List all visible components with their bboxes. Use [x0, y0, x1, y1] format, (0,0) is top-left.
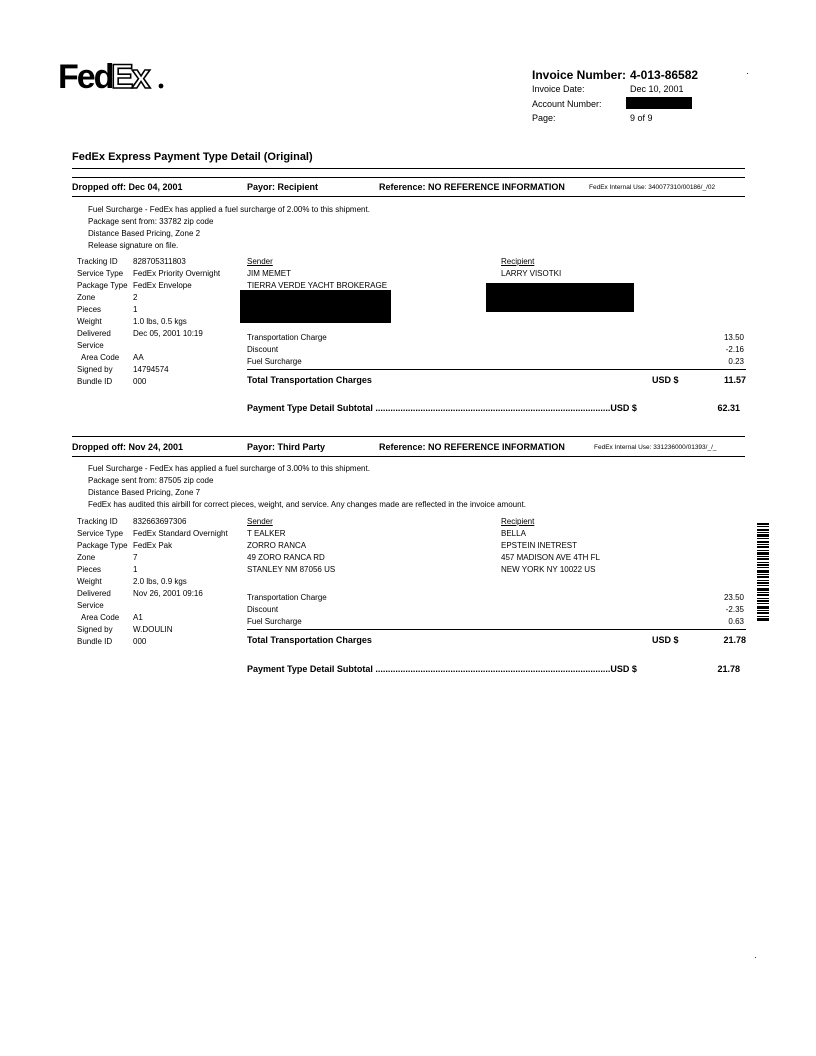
fuel-surcharge-label: Fuel Surcharge	[247, 617, 302, 626]
sender-label: Sender	[247, 257, 273, 266]
service-type-value: FedEx Standard Overnight	[133, 529, 228, 538]
divider	[72, 196, 745, 197]
svg-text:Fed: Fed	[58, 58, 113, 96]
signed-by-label: Signed by	[77, 625, 113, 634]
recipient-address-redaction	[486, 283, 634, 312]
recipient-line: BELLA	[501, 529, 526, 538]
total-currency: USD $	[652, 375, 679, 385]
tracking-id-value: 828705311803	[133, 257, 186, 266]
discount-value: -2.35	[725, 605, 744, 614]
note: Distance Based Pricing, Zone 2	[88, 229, 201, 238]
discount-value: -2.16	[725, 345, 744, 354]
bundle-id-label: Bundle ID	[77, 637, 113, 646]
delivered-value: Nov 26, 2001 09:16	[133, 589, 203, 598]
divider	[72, 436, 745, 437]
sender-line: JIM MEMET	[247, 269, 291, 278]
tracking-id-value: 832663697306	[133, 517, 187, 526]
fuel-surcharge-value: 0.23	[728, 357, 744, 366]
service-type-label: Service Type	[77, 269, 124, 278]
sender-line: TIERRA VERDE YACHT BROKERAGE	[247, 281, 388, 290]
sender-label: Sender	[247, 517, 273, 526]
divider	[72, 456, 745, 457]
total-value: 11.57	[723, 375, 746, 385]
transportation-charge-value: 23.50	[723, 593, 744, 602]
note: Fuel Surcharge - FedEx has applied a fuel surcharge of 3.00% to this shipment.	[88, 464, 370, 473]
area-code-value: A1	[133, 613, 143, 622]
account-number-label: Account Number:	[532, 99, 602, 109]
reference: Reference: NO REFERENCE INFORMATION	[379, 442, 565, 452]
weight-value: 2.0 lbs, 0.9 kgs	[133, 577, 187, 586]
package-type-label: Package Type	[77, 541, 128, 550]
divider	[72, 177, 745, 178]
payment-subtotal-value: 62.31	[717, 403, 740, 413]
sender-line: T EALKER	[247, 529, 286, 538]
internal-use: FedEx Internal Use: 340077310/00186/_/02	[589, 184, 716, 191]
total-transportation-label: Total Transportation Charges	[247, 635, 372, 645]
invoice-date-label: Invoice Date:	[532, 84, 585, 94]
service-label: Service	[77, 341, 104, 350]
page-label: Page:	[532, 113, 556, 123]
delivered-label: Delivered	[77, 589, 111, 598]
fedex-logo	[58, 58, 168, 96]
account-number-redaction	[626, 97, 692, 109]
bundle-id-label: Bundle ID	[77, 377, 113, 386]
recipient-label: Recipient	[501, 257, 535, 266]
bundle-id-value: 000	[133, 377, 147, 386]
tracking-id-label: Tracking ID	[77, 517, 118, 526]
bundle-id-value: 000	[133, 637, 147, 646]
signed-by-value: W.DOULIN	[133, 625, 173, 634]
divider	[72, 168, 745, 169]
weight-value: 1.0 lbs, 0.5 kgs	[133, 317, 187, 326]
delivered-label: Delivered	[77, 329, 111, 338]
area-code-label: Area Code	[81, 613, 120, 622]
zone-label: Zone	[77, 293, 96, 302]
package-type-label: Package Type	[77, 281, 128, 290]
note: FedEx has audited this airbill for correct pieces, weight, and service. Any changes made are reflected in the invoice amount.	[88, 500, 527, 509]
recipient-label: Recipient	[501, 517, 535, 526]
sender-line: 49 ZORO RANCA RD	[247, 553, 325, 562]
fuel-surcharge-value: 0.63	[728, 617, 744, 626]
invoice-number: 4-013-86582	[630, 68, 699, 82]
signed-by-label: Signed by	[77, 365, 113, 374]
payment-subtotal-label: Payment Type Detail Subtotal ..............................................................................................USD $	[247, 664, 637, 674]
recipient-line: 457 MADISON AVE 4TH FL	[501, 553, 600, 562]
invoice-date: Dec 10, 2001	[630, 84, 684, 94]
corner-mark: ·	[746, 68, 749, 78]
payor: Payor: Third Party	[247, 442, 326, 452]
barcode-graphic	[757, 523, 769, 621]
dropped-off: Dropped off: Nov 24, 2001	[72, 442, 184, 452]
divider	[247, 369, 746, 370]
svg-text:Ex: Ex	[111, 58, 149, 96]
weight-label: Weight	[77, 577, 102, 586]
transportation-charge-value: 13.50	[723, 333, 744, 342]
service-type-value: FedEx Priority Overnight	[133, 269, 221, 278]
sender-address-redaction	[240, 290, 391, 323]
divider	[247, 629, 746, 630]
pieces-value: 1	[133, 305, 138, 314]
sender-line: STANLEY NM 87056 US	[247, 565, 336, 574]
recipient-line: NEW YORK NY 10022 US	[501, 565, 596, 574]
invoice-number-label: Invoice Number:	[532, 68, 627, 82]
note: Fuel Surcharge - FedEx has applied a fuel surcharge of 2.00% to this shipment.	[88, 205, 370, 214]
service-label: Service	[77, 601, 104, 610]
total-value: 21.78	[723, 635, 746, 645]
sender-line: ZORRO RANCA	[247, 541, 307, 550]
discount-label: Discount	[247, 605, 279, 614]
transportation-charge-label: Transportation Charge	[247, 333, 327, 342]
area-code-value: AA	[133, 353, 144, 362]
fuel-surcharge-label: Fuel Surcharge	[247, 357, 302, 366]
recipient-line: LARRY VISOTKI	[501, 269, 562, 278]
page-value: 9 of 9	[630, 113, 653, 123]
section-title: FedEx Express Payment Type Detail (Original)	[72, 151, 313, 163]
pieces-label: Pieces	[77, 565, 102, 574]
reference: Reference: NO REFERENCE INFORMATION	[379, 182, 565, 192]
discount-label: Discount	[247, 345, 279, 354]
pieces-value: 1	[133, 565, 138, 574]
signed-by-value: 14794574	[133, 365, 169, 374]
total-transportation-label: Total Transportation Charges	[247, 375, 372, 385]
service-type-label: Service Type	[77, 529, 124, 538]
transportation-charge-label: Transportation Charge	[247, 593, 327, 602]
note: Distance Based Pricing, Zone 7	[88, 488, 201, 497]
corner-mark: ·	[754, 952, 757, 962]
recipient-line: EPSTEIN INETREST	[501, 541, 578, 550]
note: Release signature on file.	[88, 241, 179, 250]
dropped-off: Dropped off: Dec 04, 2001	[72, 182, 183, 192]
note: Package sent from: 33782 zip code	[88, 217, 214, 226]
area-code-label: Area Code	[81, 353, 120, 362]
note: Package sent from: 87505 zip code	[88, 476, 214, 485]
pieces-label: Pieces	[77, 305, 102, 314]
delivered-value: Dec 05, 2001 10:19	[133, 329, 203, 338]
internal-use: FedEx Internal Use: 331236000/01393/_/_	[594, 444, 717, 451]
zone-label: Zone	[77, 553, 96, 562]
package-type-value: FedEx Envelope	[133, 281, 192, 290]
weight-label: Weight	[77, 317, 102, 326]
payment-subtotal-value: 21.78	[717, 664, 740, 674]
zone-value: 2	[133, 293, 138, 302]
total-currency: USD $	[652, 635, 679, 645]
package-type-value: FedEx Pak	[133, 541, 173, 550]
payment-subtotal-label: Payment Type Detail Subtotal ..............................................................................................USD $	[247, 403, 637, 413]
payor: Payor: Recipient	[247, 182, 319, 192]
zone-value: 7	[133, 553, 138, 562]
tracking-id-label: Tracking ID	[77, 257, 118, 266]
